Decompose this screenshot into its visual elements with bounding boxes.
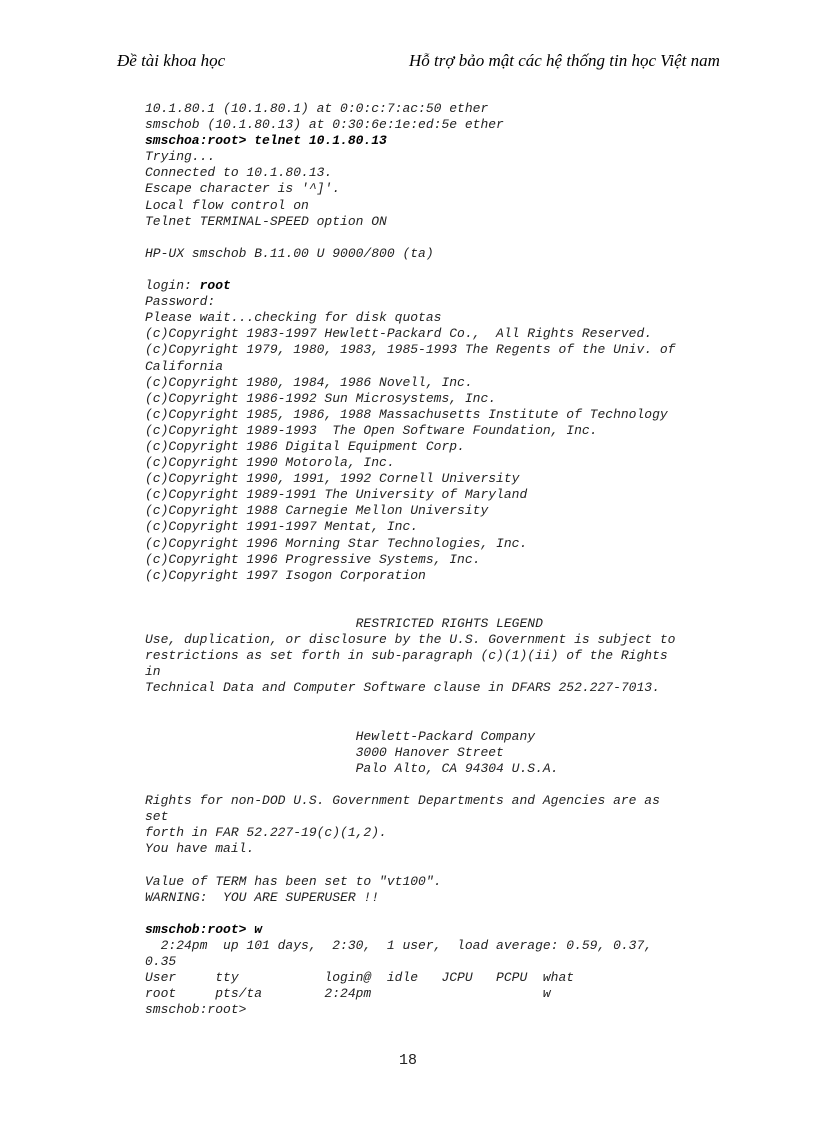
terminal-line — [145, 906, 745, 922]
terminal-line — [145, 632, 745, 648]
terminal-output: login: — [145, 278, 200, 294]
terminal-line — [145, 375, 745, 391]
terminal-line — [145, 165, 745, 181]
terminal-output: You have mail. — [145, 841, 255, 857]
terminal-output: Connected to 10.1.80.13. — [145, 165, 333, 181]
terminal-line — [145, 584, 745, 600]
terminal-line — [145, 471, 745, 487]
terminal-line — [145, 1002, 745, 1018]
terminal-line — [145, 310, 745, 326]
terminal-line — [145, 890, 745, 906]
header-title-left: Đề tài khoa học — [117, 51, 226, 70]
terminal-output: Technical Data and Computer Software clause in DFARS 252.227-7013. — [145, 680, 660, 696]
terminal-line — [145, 455, 745, 471]
terminal-output: (c)Copyright 1988 Carnegie Mellon University — [145, 503, 489, 519]
terminal-line — [145, 181, 745, 197]
terminal-output: 3000 Hanover Street — [145, 744, 504, 760]
terminal-output: forth in FAR 52.227-19(c)(1,2). — [145, 825, 387, 841]
terminal-output: Rights for non-DOD U.S. Government Departments and Agencies are as — [145, 793, 660, 809]
terminal-line — [145, 519, 745, 535]
terminal-line — [145, 793, 745, 809]
header-title-right: Hỗ trợ bảo mật các hệ thống tin học Việt nam — [409, 51, 720, 70]
terminal-line — [145, 294, 745, 310]
terminal-output: 2:24pm up 101 days, 2:30, 1 user, load average: 0.59, 0.37, — [145, 937, 653, 953]
terminal-line — [145, 423, 745, 439]
terminal-output: smschob:root> — [145, 1002, 247, 1018]
terminal-line — [145, 648, 745, 664]
terminal-output: (c)Copyright 1996 Progressive Systems, Inc. — [145, 551, 481, 567]
terminal-output: (c)Copyright 1990, 1991, 1992 Cornell University — [145, 471, 520, 487]
terminal-line — [145, 278, 745, 294]
terminal-line — [145, 552, 745, 568]
terminal-output: (c)Copyright 1983-1997 Hewlett-Packard Co., All Rights Reserved. — [145, 326, 653, 342]
terminal-line — [145, 616, 745, 632]
terminal-line — [145, 359, 745, 375]
terminal-line — [145, 214, 745, 230]
terminal-line — [145, 825, 745, 841]
terminal-output: (c)Copyright 1979, 1980, 1983, 1985-1993 The Regents of the Univ. of — [145, 342, 676, 358]
terminal-line — [145, 922, 745, 938]
terminal-output: Hewlett-Packard Company — [145, 728, 536, 744]
terminal-output: Telnet TERMINAL-SPEED option ON — [145, 213, 387, 229]
terminal-line — [145, 262, 745, 278]
terminal-line — [145, 761, 745, 777]
terminal-output: (c)Copyright 1986-1992 Sun Microsystems, Inc. — [145, 390, 497, 406]
terminal-line — [145, 407, 745, 423]
terminal-line — [145, 745, 745, 761]
terminal-output: Please wait...checking for disk quotas — [145, 310, 442, 326]
terminal-line — [145, 149, 745, 165]
terminal-line — [145, 487, 745, 503]
terminal-output: Escape character is '^]'. — [145, 181, 341, 197]
terminal-command: root — [199, 278, 231, 294]
terminal-line — [145, 970, 745, 986]
terminal-line — [145, 696, 745, 712]
terminal-line — [145, 777, 745, 793]
terminal-line — [145, 713, 745, 729]
terminal-output: set — [145, 809, 169, 825]
terminal-line — [145, 729, 745, 745]
terminal-output: (c)Copyright 1980, 1984, 1986 Novell, Inc. — [145, 374, 473, 390]
terminal-line — [145, 874, 745, 890]
terminal-line — [145, 198, 745, 214]
terminal-output: Use, duplication, or disclosure by the U.S. Government is subject to — [145, 632, 676, 648]
terminal-output: Password: — [145, 294, 216, 310]
terminal-output: Value of TERM has been set to "vt100". — [145, 873, 442, 889]
terminal-output: Trying... — [145, 149, 216, 165]
terminal-output: (c)Copyright 1989-1991 The University of Maryland — [145, 487, 528, 503]
terminal-line — [145, 117, 745, 133]
terminal-output: restrictions as set forth in sub-paragraph (c)(1)(ii) of the Rights — [145, 648, 668, 664]
terminal-output: User tty login@ idle JCPU PCPU what — [145, 970, 575, 986]
terminal-line — [145, 326, 745, 342]
terminal-output: Local flow control on — [145, 197, 309, 213]
terminal-line — [145, 986, 745, 1002]
terminal-command: smschoa:root> telnet 10.1.80.13 — [145, 133, 387, 149]
terminal-output: (c)Copyright 1986 Digital Equipment Corp. — [145, 438, 465, 454]
terminal-line — [145, 664, 745, 680]
terminal-output: 0.35 — [145, 953, 177, 969]
page-number: 18 — [398, 1052, 417, 1069]
terminal-line — [145, 568, 745, 584]
terminal-output: in — [145, 664, 161, 680]
terminal-line — [145, 938, 745, 954]
terminal-line — [145, 342, 745, 358]
terminal-line — [145, 101, 745, 117]
terminal-line — [145, 536, 745, 552]
terminal-transcript — [145, 101, 745, 1018]
terminal-output: smschob (10.1.80.13) at 0:30:6e:1e:ed:5e ether — [145, 117, 504, 133]
terminal-command: smschob:root> w — [145, 921, 263, 937]
terminal-line — [145, 246, 745, 262]
terminal-line — [145, 841, 745, 857]
terminal-line — [145, 857, 745, 873]
terminal-output: (c)Copyright 1989-1993 The Open Software Foundation, Inc. — [145, 422, 598, 438]
terminal-line — [145, 809, 745, 825]
terminal-output: RESTRICTED RIGHTS LEGEND — [145, 616, 543, 631]
terminal-line — [145, 133, 745, 149]
terminal-output: (c)Copyright 1990 Motorola, Inc. — [145, 455, 395, 471]
terminal-output: California — [145, 358, 224, 374]
terminal-line — [145, 439, 745, 455]
terminal-output: (c)Copyright 1996 Morning Star Technologies, Inc. — [145, 535, 528, 551]
terminal-line — [145, 954, 745, 970]
terminal-output: WARNING: YOU ARE SUPERUSER !! — [145, 889, 380, 905]
terminal-output: (c)Copyright 1985, 1986, 1988 Massachusetts Institute of Technology — [145, 406, 668, 422]
terminal-output: HP-UX smschob B.11.00 U 9000/800 (ta) — [145, 245, 434, 261]
terminal-output: root pts/ta 2:24pm w — [145, 986, 551, 1002]
terminal-line — [145, 680, 745, 696]
terminal-line — [145, 230, 745, 246]
terminal-line — [145, 391, 745, 407]
terminal-line — [145, 600, 745, 616]
terminal-output: 10.1.80.1 (10.1.80.1) at 0:0:c:7:ac:50 ether — [145, 101, 489, 116]
terminal-output: Palo Alto, CA 94304 U.S.A. — [145, 760, 559, 776]
terminal-line — [145, 503, 745, 519]
terminal-output: (c)Copyright 1991-1997 Mentat, Inc. — [145, 519, 419, 535]
terminal-output: (c)Copyright 1997 Isogon Corporation — [145, 567, 426, 583]
